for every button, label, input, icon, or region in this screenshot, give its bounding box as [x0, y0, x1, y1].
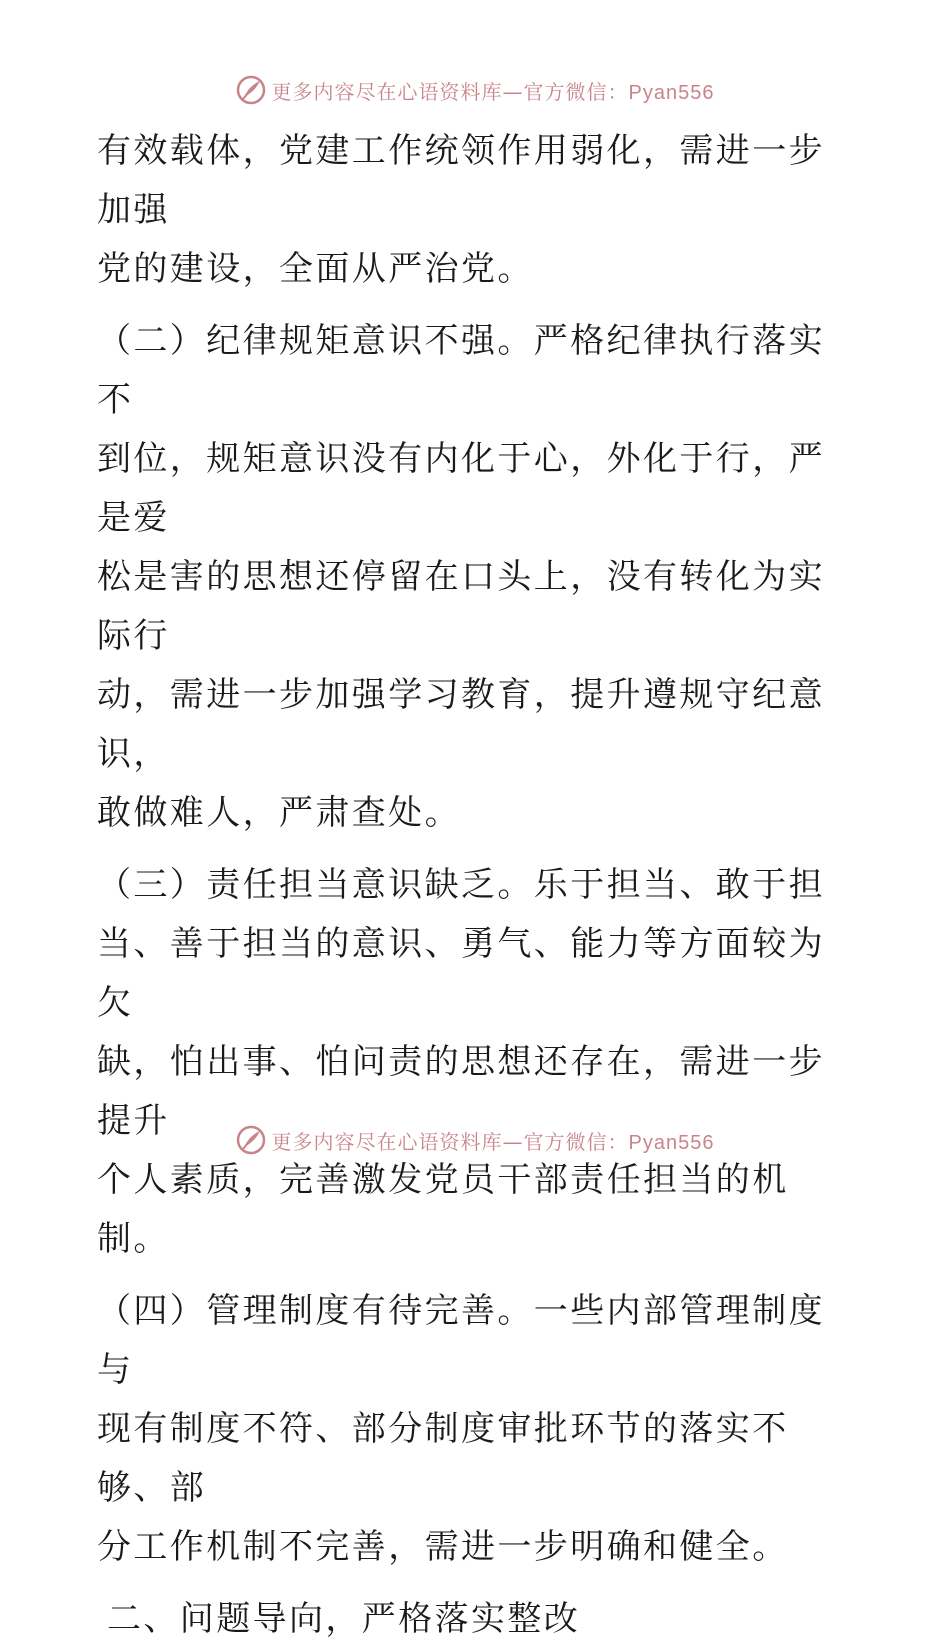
section-heading: 二、问题导向，严格落实整改: [107, 1599, 581, 1639]
paragraph-continuation: 有效载体，党建工作统领作用弱化，需进一步加强 党的建设，全面从严治党。: [97, 131, 825, 289]
watermark-text: 更多内容尽在心语资料库—官方微信：Pyan556: [271, 1129, 715, 1154]
watermark-text: 更多内容尽在心语资料库—官方微信：Pyan556: [271, 79, 715, 104]
paragraph-responsibility: （三）责任担当意识缺乏。乐于担当、敢于担 当、善于担当的意识、勇气、能力等方面较为欠 缺，怕出事、怕问责的思想还存在，需进一步提升 个人素质，完善激发党员干部责任担当的机制。: [97, 865, 825, 1259]
paragraph-discipline: （二）纪律规矩意识不强。严格纪律执行落实不 到位，规矩意识没有内化于心，外化于行，严是爱 松是害的思想还停留在口头上，没有转化为实际行 动，需进一步加强学习教育，提升遵规守纪意识， 敢做难人，严肃查处。: [97, 321, 825, 833]
footer-watermark: [0, 1120, 950, 1160]
header-watermark: [0, 70, 950, 110]
feather-pen-logo-icon: [236, 75, 266, 105]
paragraph-management: （四）管理制度有待完善。一些内部管理制度与 现有制度不符、部分制度审批环节的落实不够、部 分工作机制不完善，需进一步明确和健全。: [97, 1291, 825, 1567]
feather-pen-logo-icon: [236, 1125, 266, 1155]
document-body: [97, 122, 857, 1649]
